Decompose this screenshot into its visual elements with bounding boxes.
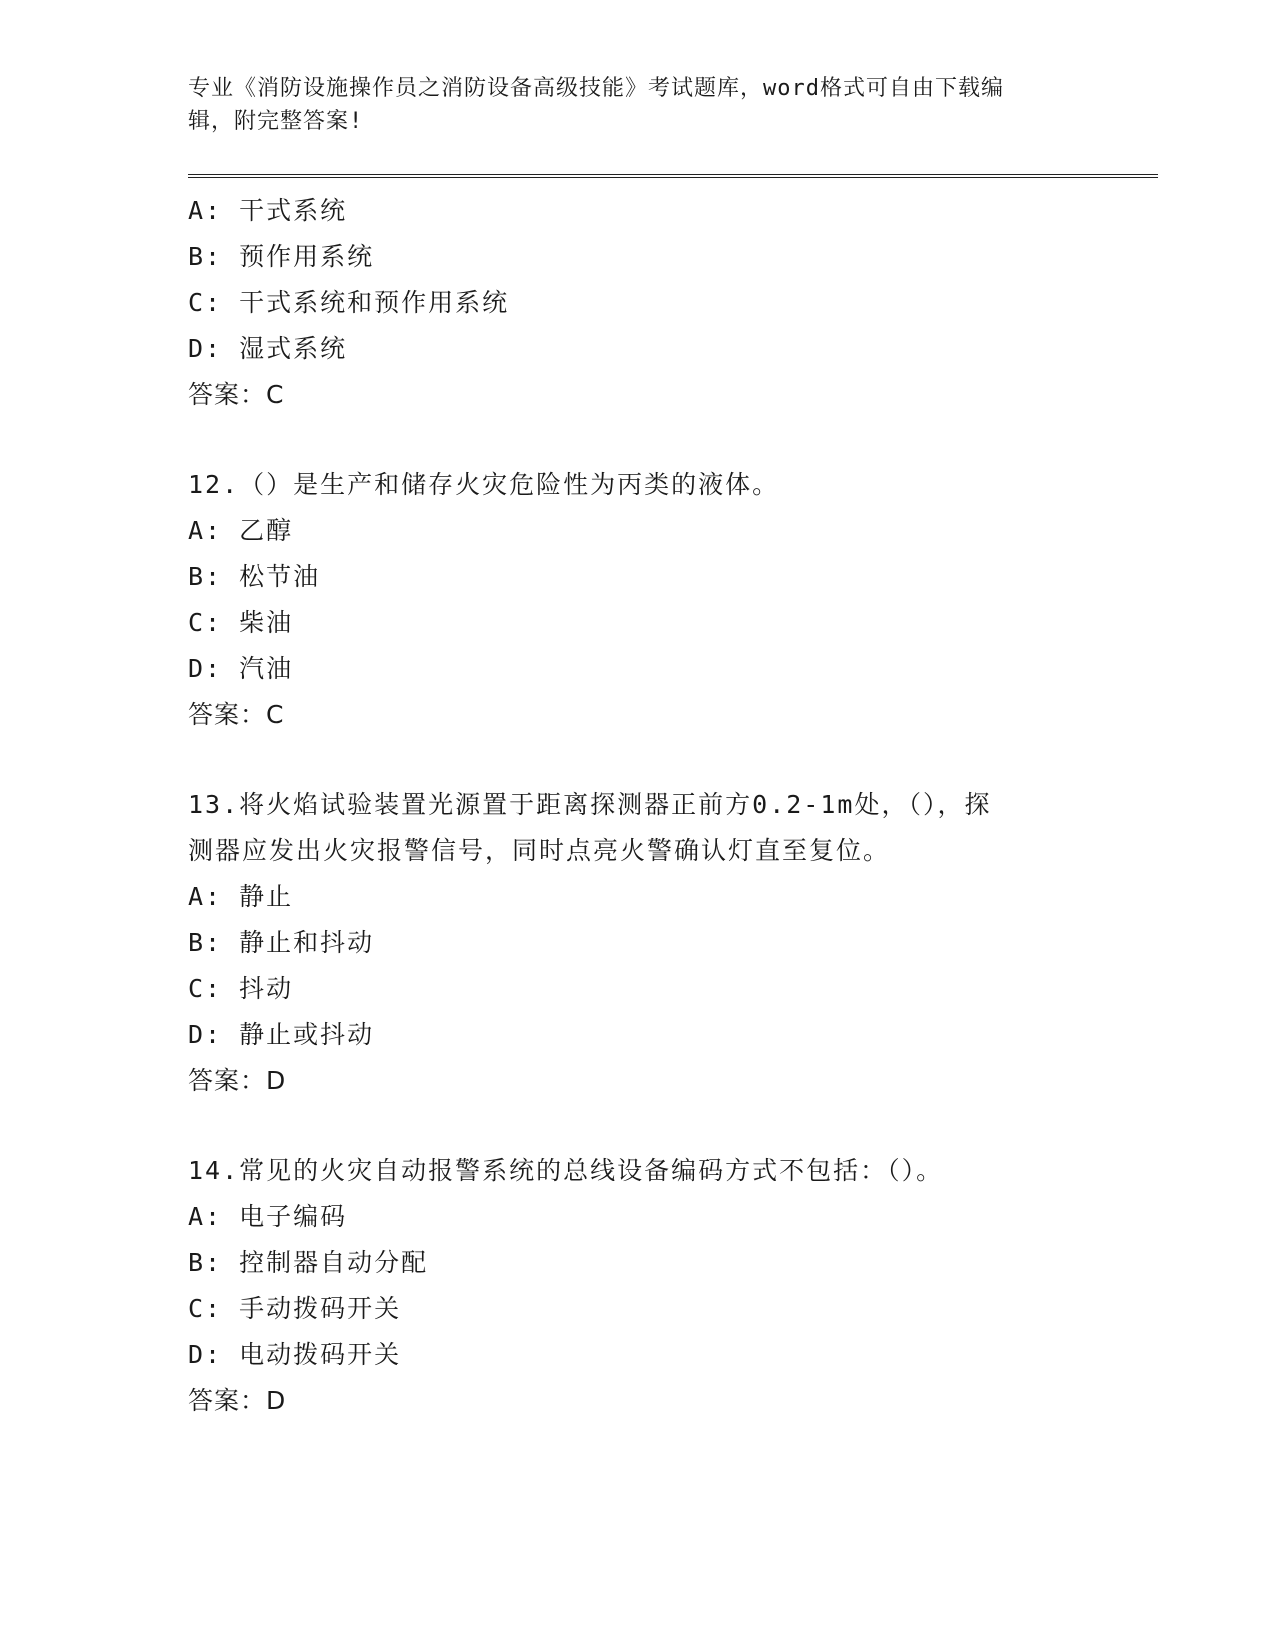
document-page [188,0,1158,1424]
q12-option-b: B: 松节油 [188,562,321,591]
q13-question-line-1: 13.将火焰试验装置光源置于距离探测器正前方0.2-1m处，（），探 [188,790,992,819]
q13-option-c: C: 抖动 [188,974,294,1003]
q12-answer: 答案：C [188,700,285,729]
question-list [188,188,1158,1424]
q12-option-c: C: 柴油 [188,608,294,637]
q11-option-b: B: 预作用系统 [188,242,375,271]
q13-answer: 答案：D [188,1066,287,1095]
question-14-block [188,1148,1158,1424]
header-line-1: 专业《消防设施操作员之消防设备高级技能》考试题库，word格式可自由下载编 [188,76,1004,101]
q13-option-b: B: 静止和抖动 [188,928,375,957]
q14-question: 14.常见的火灾自动报警系统的总线设备编码方式不包括：（）。 [188,1156,944,1185]
question-12-block [188,462,1158,738]
question-11-block [188,188,1158,418]
q12-question: 12.（）是生产和储存火灾危险性为丙类的液体。 [188,470,780,499]
q14-option-a: A: 电子编码 [188,1202,348,1231]
header-divider [188,174,1158,178]
header-line-2: 辑，附完整答案! [188,109,364,134]
q13-option-a: A: 静止 [188,882,294,911]
q13-question-line-2: 测器应发出火灾报警信号，同时点亮火警确认灯直至复位。 [188,836,891,865]
q11-option-d: D: 湿式系统 [188,334,348,363]
q12-option-a: A: 乙醇 [188,516,294,545]
q14-answer: 答案：D [188,1386,287,1415]
document-header [188,72,1068,138]
q12-option-d: D: 汽油 [188,654,294,683]
q13-option-d: D: 静止或抖动 [188,1020,375,1049]
q11-answer: 答案：C [188,380,285,409]
q11-option-a: A: 干式系统 [188,196,348,225]
question-13-block [188,782,1158,1104]
q14-option-b: B: 控制器自动分配 [188,1248,429,1277]
q14-option-d: D: 电动拨码开关 [188,1340,402,1369]
q14-option-c: C: 手动拨码开关 [188,1294,402,1323]
q11-option-c: C: 干式系统和预作用系统 [188,288,510,317]
